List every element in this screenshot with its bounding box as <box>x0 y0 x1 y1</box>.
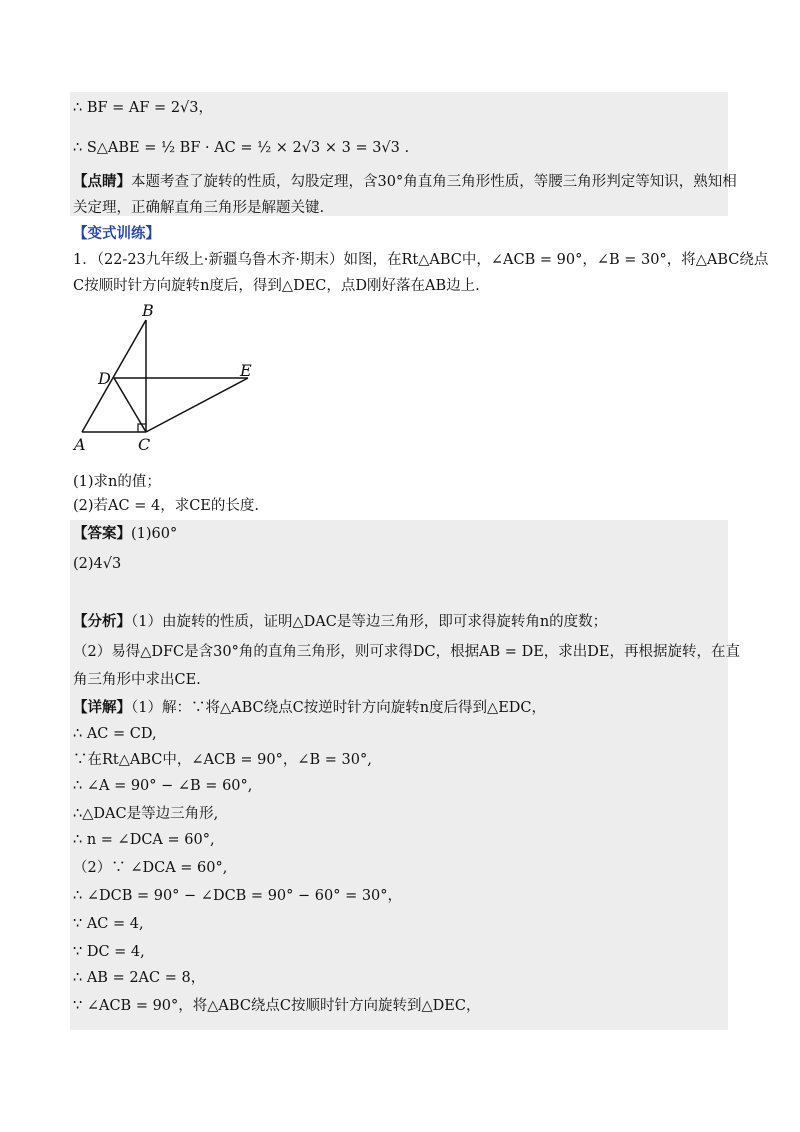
detail-line-4: ∴ ∠A = 90° − ∠B = 60°, <box>73 778 253 794</box>
answer-line-1 <box>73 524 177 544</box>
question-1: (1)求n的值； <box>73 474 161 490</box>
problem-line-2: C按顺时针方向旋转n度后，得到△DEC，点D刚好落在AB边上. <box>73 278 480 294</box>
analysis-line-3: 角三角形中求出CE. <box>73 672 201 688</box>
analysis-tag: 【分析】 <box>73 613 131 630</box>
detail-line-6: ∴ n = ∠DCA = 60°, <box>73 832 215 848</box>
analysis-line-2: （2）易得△DFC是含30°角的直角三角形，则可求得DC，根据AB = DE，求出DE，再根据旋转，在直 <box>73 644 740 660</box>
label-B: B <box>142 301 154 320</box>
answer-1: (1)60° <box>131 526 178 542</box>
segment-EC <box>146 378 248 432</box>
label-E: E <box>240 361 252 380</box>
question-2: (2)若AC = 4，求CE的长度. <box>73 498 259 514</box>
detail-line-8: ∴ ∠DCB = 90° − ∠DCB = 90° − 60° = 30°， <box>73 888 403 904</box>
prev-line-2: ∴ S△ABE = ½ BF · AC = ½ × 2√3 × 3 = 3√3 . <box>73 140 410 156</box>
section-title: 【变式训练】 <box>73 225 160 242</box>
label-C: C <box>138 435 151 454</box>
comment-line-1 <box>73 172 737 192</box>
analysis-line-1 <box>73 612 607 632</box>
comment-line-2: 关定理，正确解直角三角形是解题关键. <box>73 200 325 216</box>
detail-line-5: ∴△DAC是等边三角形, <box>73 806 219 822</box>
label-D: D <box>98 369 111 388</box>
comment-tag: 【点睛】 <box>73 173 131 190</box>
detail-line-7: （2）∵ ∠DCA = 60°, <box>73 860 228 876</box>
triangle-figure <box>70 300 270 460</box>
detail-text-1: （1）解：∵将△ABC绕点C按逆时针方向旋转n度后得到△EDC， <box>131 700 547 716</box>
problem-line-1: 1．（22-23九年级上·新疆乌鲁木齐·期末）如图，在Rt△ABC中，∠ACB = 90°，∠B = 30°，将△ABC绕点 <box>73 252 769 268</box>
detail-line-9: ∵ AC = 4, <box>73 916 144 932</box>
detail-line-10: ∵ DC = 4, <box>73 944 145 960</box>
prev-line-1: ∴ BF = AF = 2√3， <box>73 100 214 116</box>
detail-tag: 【详解】 <box>73 699 131 716</box>
answer-tag: 【答案】 <box>73 525 131 542</box>
detail-line-2: ∴ AC = CD, <box>73 726 157 742</box>
detail-line-3: ∵在Rt△ABC中，∠ACB = 90°，∠B = 30°, <box>73 752 372 768</box>
answer-2: (2)4√3 <box>73 556 122 572</box>
comment-text-1: 本题考查了旋转的性质，勾股定理，含30°角直角三角形性质，等腰三角形判定等知识，熟知相 <box>131 174 737 190</box>
detail-line-11: ∴ AB = 2AC = 8， <box>73 970 206 986</box>
detail-line-1 <box>73 698 546 718</box>
detail-line-12: ∵ ∠ACB = 90°，将△ABC绕点C按顺时针方向旋转到△DEC， <box>73 998 481 1014</box>
solution-background <box>70 520 728 1030</box>
analysis-text-1: （1）由旋转的性质，证明△DAC是等边三角形，即可求得旋转角n的度数； <box>131 614 608 630</box>
label-A: A <box>74 435 86 454</box>
